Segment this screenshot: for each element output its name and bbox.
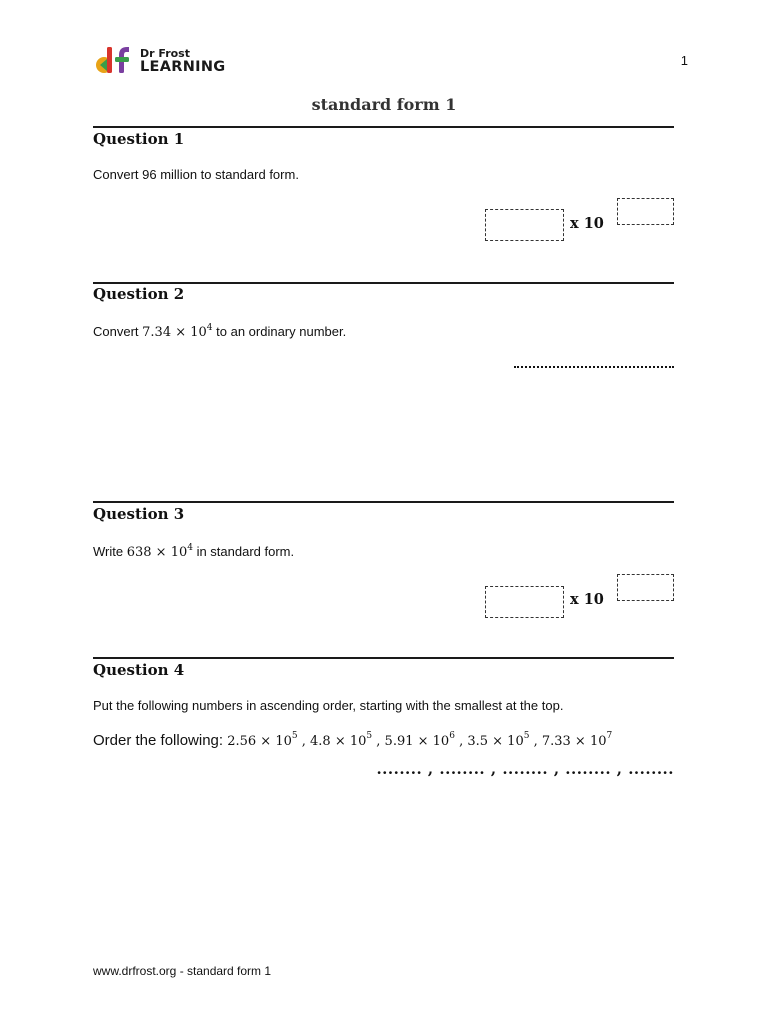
q2-answer-line[interactable] [514,366,674,368]
q4-number-1: $2.56 \times 10^5$ [227,731,298,749]
q4-number-2: $4.8 \times 10^5$ [310,731,373,749]
q1-exponent-answer-box[interactable] [617,198,674,225]
q3-exponent-answer-box[interactable] [617,574,674,601]
logo-line2: LEARNING [140,59,226,75]
q3-exponent: 4 [187,543,193,553]
logo-line1: Dr Frost [140,47,190,60]
q3-mantissa-answer-box[interactable] [485,586,564,618]
document-title: standard form 1 [311,95,457,114]
q3-times-ten-label: x 10 [570,591,604,608]
q2-exponent: 4 [206,323,213,333]
q3-text-after: in standard form. [192,544,295,559]
question-2-heading: Question 2 [93,285,185,303]
q2-text-after: to an ordinary number. [212,324,347,339]
question-1-heading: Question 1 [93,130,185,148]
q2-text-before: Convert [93,324,143,339]
df-logo-icon [95,45,135,77]
q3-mantissa: 638 × 10 [126,545,188,560]
page-number: 1 [680,53,688,68]
q1-times-ten-label: x 10 [570,215,604,232]
question-3-heading: Question 3 [93,505,185,523]
section-divider [93,126,674,128]
question-1-text: Convert 96 million to standard form. [93,167,299,182]
q4-number-5: $7.33 \times 10^7$ [541,731,613,749]
question-4-heading: Question 4 [93,661,185,679]
page-footer: www.drfrost.org - standard form 1 [93,964,272,978]
question-4-text: Put the following numbers in ascending order, starting with the smallest at the top. [93,698,564,713]
brand-logo [95,45,235,79]
question-3-text [93,543,294,560]
q2-mantissa: 7.34 × 10 [142,325,207,340]
q4-answer-blanks[interactable]: ........ , ........ , ........ , ........ , ........ [376,760,674,778]
q4-order-line: Order the following: $2.56 \times 10^5$ , $4.8 \times 10^5$ , $5.91 \times 10^6$ , $3.5 \times 10^5$ , $7.33 \times 10^7$ [93,731,613,749]
q1-mantissa-answer-box[interactable] [485,209,564,241]
section-divider [93,282,674,284]
question-2-text [93,323,346,340]
q4-number-3: $5.91 \times 10^6$ [384,731,455,749]
q3-text-before: Write [93,544,127,559]
section-divider [93,657,674,659]
q4-number-4: $3.5 \times 10^5$ [467,731,530,749]
section-divider [93,501,674,503]
q4-order-label: Order the following: [93,732,228,749]
